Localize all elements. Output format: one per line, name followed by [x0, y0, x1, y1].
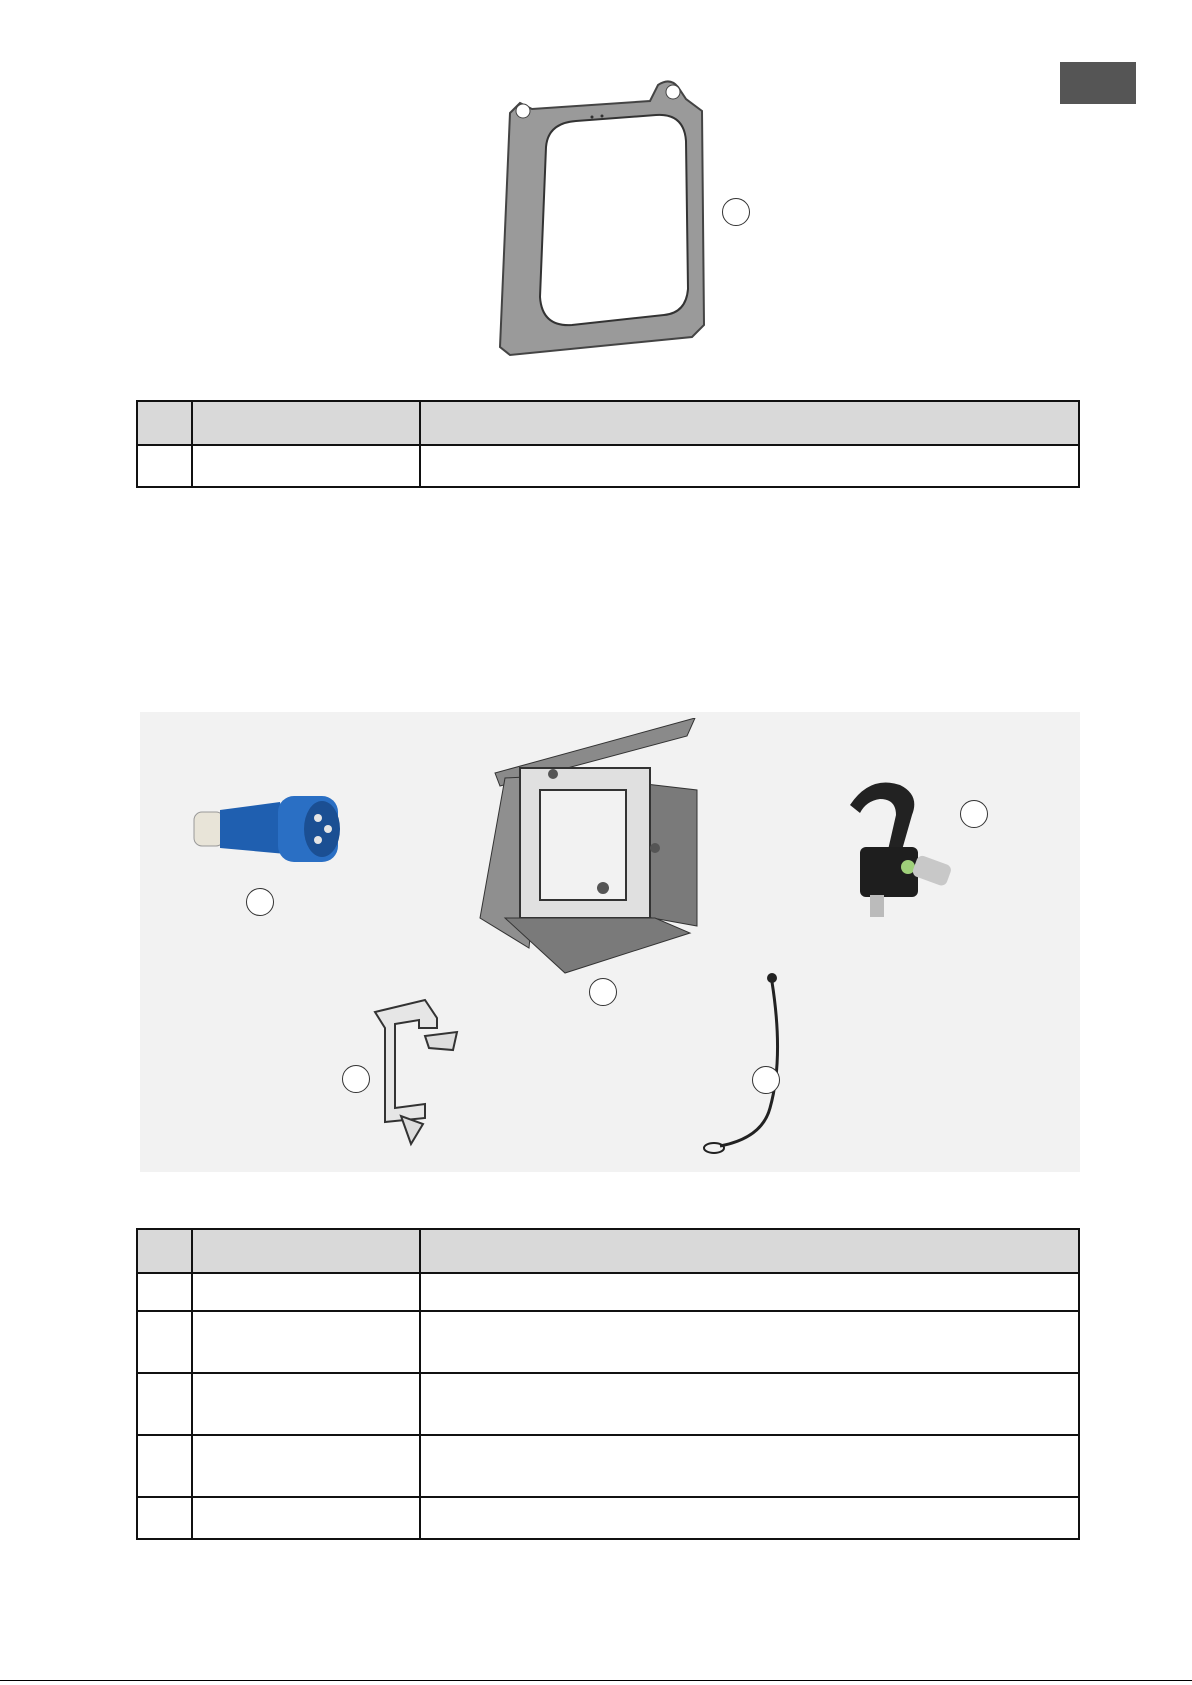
table-cell [192, 1311, 420, 1373]
section-tab-marker [1060, 62, 1136, 104]
table-cell [420, 1373, 1079, 1435]
gel-frame-icon [480, 75, 720, 360]
table-cell [192, 1373, 420, 1435]
g-clamp-icon [365, 998, 465, 1148]
cable-callout [752, 1066, 780, 1094]
table-cell [137, 1373, 192, 1435]
table-cell [192, 1273, 420, 1311]
table-header-row [137, 1229, 1079, 1273]
table-row [137, 1435, 1079, 1497]
table-row [137, 1373, 1079, 1435]
header-cell [420, 401, 1079, 445]
table-row [137, 1497, 1079, 1539]
clamp-callout [342, 1065, 370, 1093]
barn-door-icon [475, 718, 705, 978]
header-cell [192, 1229, 420, 1273]
table-cell [137, 1273, 192, 1311]
header-cell [192, 401, 420, 445]
table-cell [137, 1497, 192, 1539]
header-cell [420, 1229, 1079, 1273]
table-row [137, 1311, 1079, 1373]
table-1 [136, 400, 1080, 488]
power-plug-icon [190, 788, 360, 868]
table-cell [420, 1497, 1079, 1539]
safety-cable-icon [700, 968, 800, 1158]
table-cell [192, 445, 420, 487]
table-row [137, 445, 1079, 487]
table-cell [137, 445, 192, 487]
plug-callout [246, 888, 274, 916]
header-cell [137, 401, 192, 445]
table-row [137, 1273, 1079, 1311]
page-bottom-rule [0, 1680, 1192, 1681]
omega-hook-icon [840, 775, 960, 925]
table-cell [137, 1311, 192, 1373]
table-cell [192, 1497, 420, 1539]
table-cell [420, 1435, 1079, 1497]
table-2 [136, 1228, 1080, 1540]
table-header-row [137, 401, 1079, 445]
table-cell [192, 1435, 420, 1497]
header-cell [137, 1229, 192, 1273]
figure1-callout [722, 198, 750, 226]
table-cell [137, 1435, 192, 1497]
table-cell [420, 445, 1079, 487]
hook-callout [960, 800, 988, 828]
barndoor-callout [589, 978, 617, 1006]
table-cell [420, 1311, 1079, 1373]
table-cell [420, 1273, 1079, 1311]
